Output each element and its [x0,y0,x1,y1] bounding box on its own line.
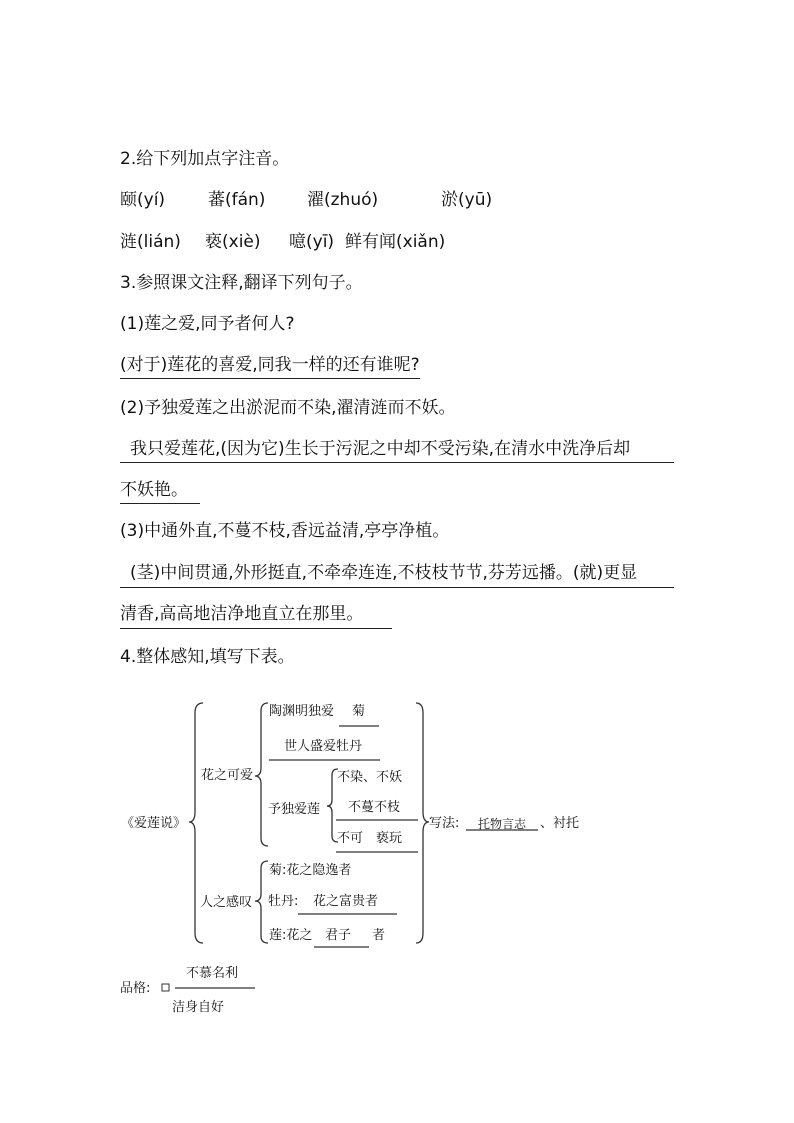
answer-method: 托物言志 [478,817,527,831]
answer-wealthy: 花之富贵者 [313,894,379,909]
q3-answer-2-line-2: 不妖艳。 [120,480,188,500]
pinyin-item: 蕃(fán) [208,190,266,210]
pinyin-item: 淤(yū) [441,190,493,210]
diagram-root: 《爱莲说》 [121,816,187,831]
pinyin-item: 亵(xiè) [205,232,261,252]
q3-sentence-3: (3)中通外直,不蔓不枝,香远益清,亭亭净植。 [120,521,450,541]
q2-title: 2.给下列加点字注音。 [120,149,290,169]
answer-gentleman: 君子 [325,928,352,943]
small-box-icon [162,984,169,991]
q3-answer-3-line-2: 清香,高高地洁净地直立在那里。 [120,604,364,624]
answer-ju: 菊 [352,704,366,719]
pinyin-item: 濯(zhuó) [307,190,379,210]
pinge-top: 不慕名利 [186,966,239,981]
q4-title: 4.整体感知,填写下表。 [120,647,295,667]
node-tao-yuanming: 陶渊明独爱 [269,704,335,719]
branch1-bracket [255,703,268,846]
q3-sentence-2: (2)予独爱莲之出淤泥而不染,濯清涟而不妖。 [120,398,456,418]
method-label: 写法: [429,816,460,831]
answer-text: (对于)莲花的喜爱,同我一样的还有谁呢? [120,355,420,379]
pinyin-item: 噫(yī) [289,232,335,252]
pinyin-item: 涟(lián) [120,232,181,252]
q3-answer-2-line-1: 我只爱莲花,(因为它)生长于污泥之中却不受污染,在清水中洗净后却 [130,439,631,459]
node-not-stained: 不染、不妖 [337,770,403,785]
q3-title: 3.参照课文注释,翻译下列句子。 [120,273,363,293]
method-post: 、衬托 [540,816,580,831]
branch-sigh: 人之感叹 [200,895,253,910]
node-cannot: 不可 [337,831,364,846]
pinyin-item: 鲜有闻(xiǎn) [345,232,446,252]
node-lotus-post: 者 [372,928,386,943]
pinge-bottom: 洁身自好 [172,1000,225,1015]
node-chrysanthemum: 菊:花之隐逸者 [269,863,352,878]
answer-no-vines: 不蔓不枝 [348,800,401,815]
node-lotus-label: 莲:花之 [269,928,313,943]
branch2-bracket [255,861,268,943]
right-bracket [416,703,429,943]
pinge-label: 品格: [120,981,151,996]
answer-xiewan: 亵玩 [376,831,403,846]
branch-flower-lovable: 花之可爱 [201,768,254,783]
pinyin-item: 颐(yí) [120,190,166,210]
node-world-loves-peony: 世人盛爱牡丹 [284,739,363,754]
node-peony-label: 牡丹: [268,894,299,909]
node-i-love-lotus: 予独爱莲 [268,802,321,817]
q3-answer-3-line-1: (茎)中间贯通,外形挺直,不牵牵连连,不枝枝节节,芬芳远播。(就)更显 [130,563,638,583]
q3-sentence-1: (1)莲之爱,同予者何人? [120,314,295,334]
